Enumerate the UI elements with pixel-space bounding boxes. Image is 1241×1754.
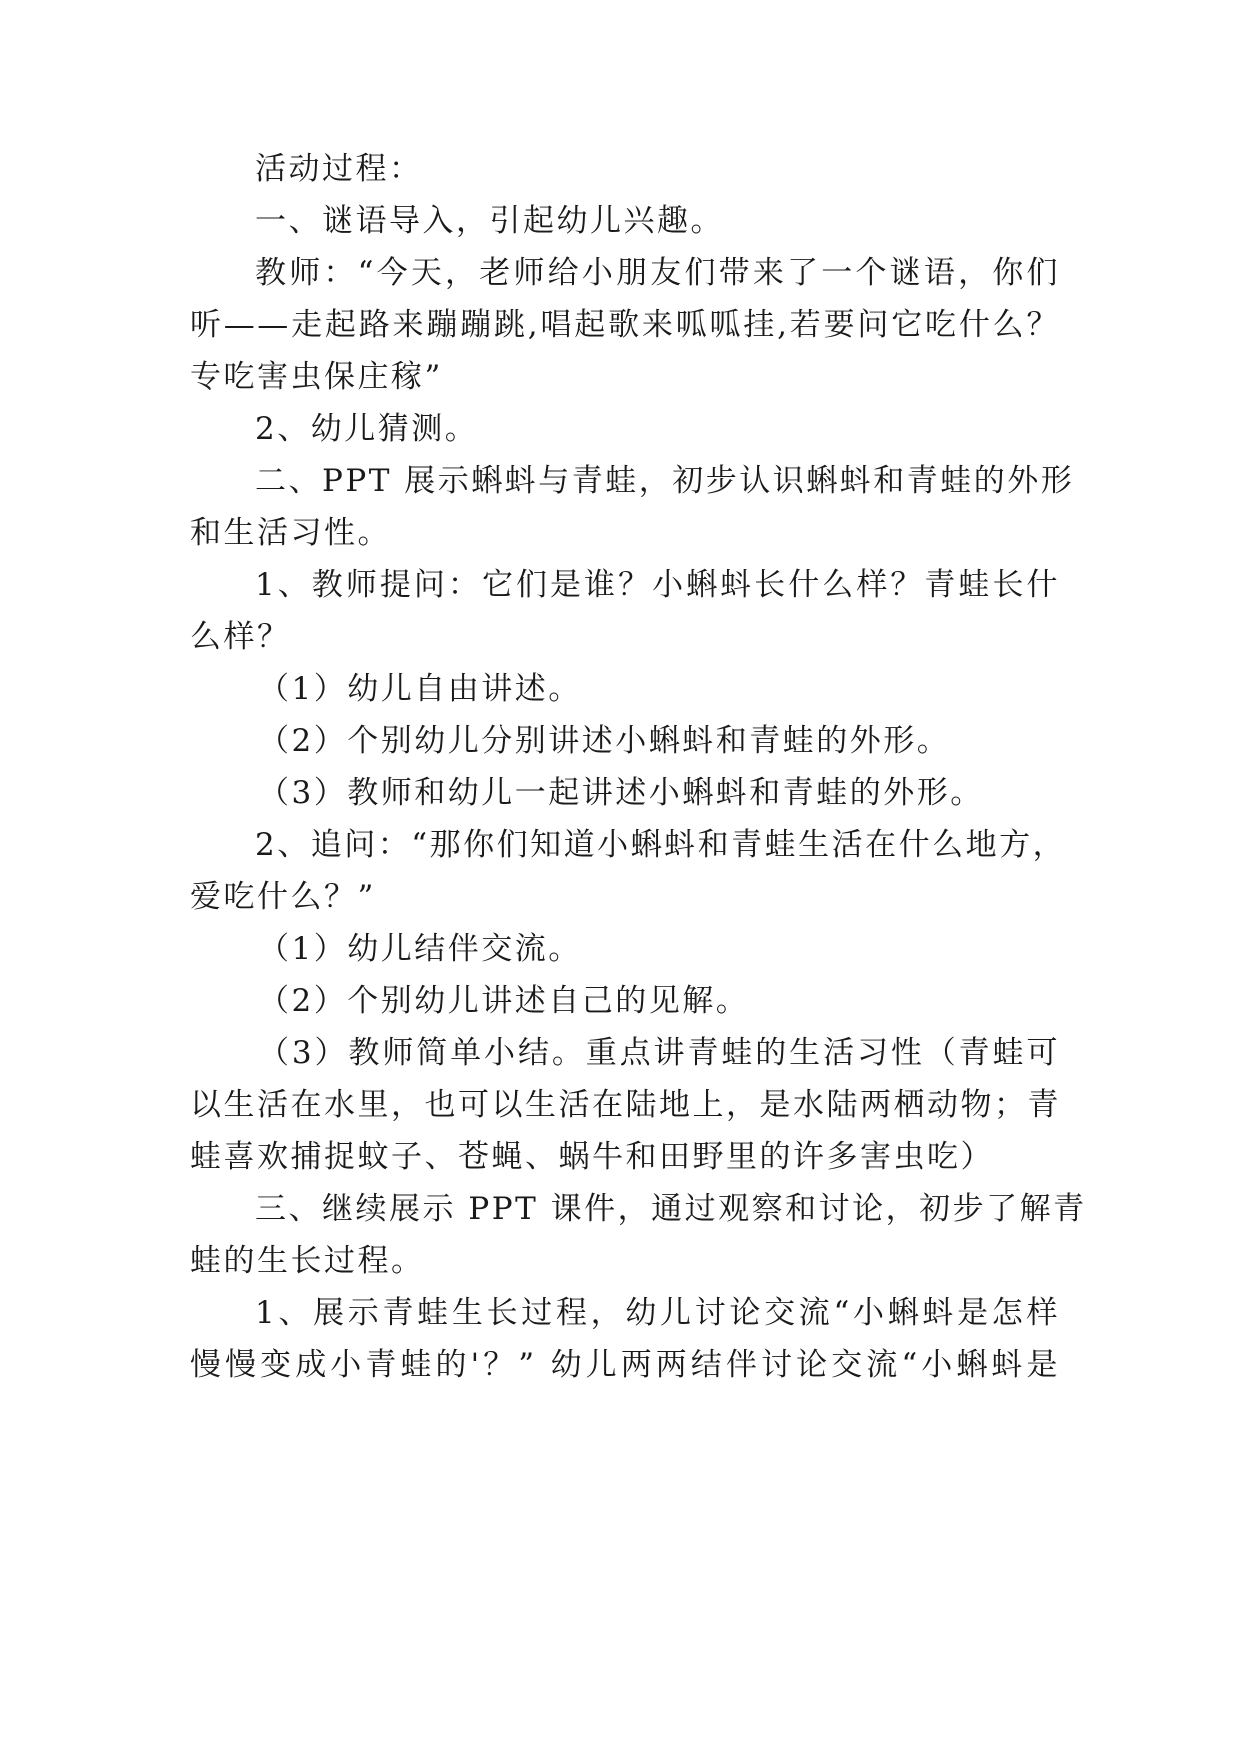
sub-list-item: （2）个别幼儿分别讲述小蝌蚪和青蛙的外形。 — [258, 723, 951, 759]
paragraph-line: 听——走起路来蹦蹦跳,唱起歌来呱呱挂,若要问它吃什么？ — [190, 307, 1060, 343]
paragraph-line: 和生活习性。 — [190, 515, 391, 551]
section-heading-activity-process: 活动过程： — [255, 151, 423, 187]
list-item: 1、教师提问：它们是谁？小蝌蚪长什么样？青蛙长什 — [255, 567, 1060, 603]
paragraph-line: 慢慢变成小青蛙的'？” 幼儿两两结伴讨论交流“小蝌蚪是 — [190, 1347, 1060, 1383]
paragraph-line: 教师：“今天，老师给小朋友们带来了一个谜语，你们 — [255, 255, 1060, 291]
step-1-heading: 一、谜语导入，引起幼儿兴趣。 — [255, 203, 724, 239]
paragraph-line: 以生活在水里，也可以生活在陆地上，是水陆两栖动物；青 — [190, 1087, 1061, 1123]
sub-list-item: （1）幼儿自由讲述。 — [258, 671, 582, 707]
sub-list-item: （3）教师简单小结。重点讲青蛙的生活习性（青蛙可 — [258, 1035, 1060, 1071]
list-item: 1、展示青蛙生长过程，幼儿讨论交流“小蝌蚪是怎样 — [255, 1295, 1060, 1331]
paragraph-line: 蛙喜欢捕捉蚊子、苍蝇、蜗牛和田野里的许多害虫吃） — [190, 1139, 994, 1175]
paragraph-line: 爱吃什么？” — [190, 879, 376, 915]
paragraph-line: 么样？ — [190, 619, 291, 655]
sub-list-item: （3）教师和幼儿一起讲述小蝌蚪和青蛙的外形。 — [258, 775, 984, 811]
paragraph-line: 专吃害虫保庄稼” — [190, 359, 443, 395]
list-item: 2、追问：“那你们知道小蝌蚪和青蛙生活在什么地方， — [255, 827, 1067, 863]
paragraph-line: 蛙的生长过程。 — [190, 1243, 425, 1279]
list-item: 2、幼儿猜测。 — [255, 411, 479, 447]
sub-list-item: （2）个别幼儿讲述自己的见解。 — [258, 983, 750, 1019]
step-2-heading: 二、PPT 展示蝌蚪与青蛙，初步认识蝌蚪和青蛙的外形 — [255, 463, 1075, 499]
sub-list-item: （1）幼儿结伴交流。 — [258, 931, 582, 967]
step-3-heading: 三、继续展示 PPT 课件，通过观察和讨论，初步了解青 — [255, 1191, 1087, 1227]
